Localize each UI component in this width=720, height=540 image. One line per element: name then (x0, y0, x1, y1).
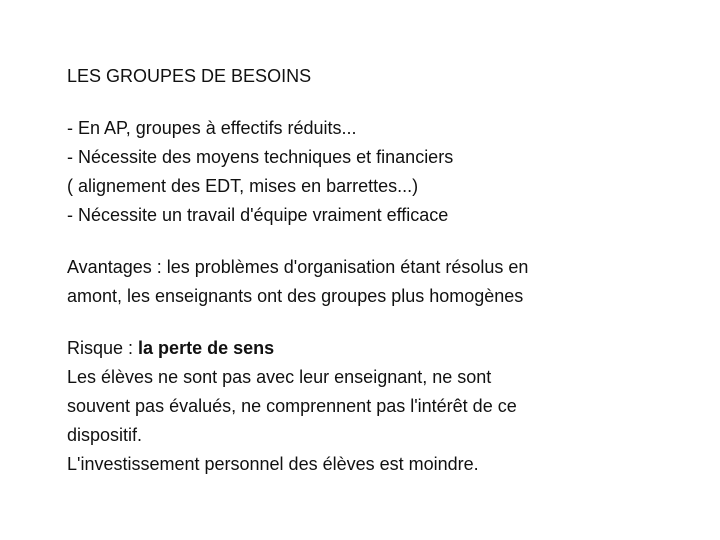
risque-heading (67, 334, 667, 363)
avantages-line: amont, les enseignants ont des groupes plus homogènes (67, 286, 524, 306)
slide-content (67, 62, 667, 479)
spacer (67, 230, 667, 253)
risque-line: dispositif. (67, 425, 143, 445)
slide-title: LES GROUPES DE BESOINS (67, 66, 312, 86)
risque-line: Les élèves ne sont pas avec leur enseignant, ne sont (67, 367, 492, 387)
bullet-item: - Nécessite des moyens techniques et financiers (67, 147, 454, 167)
spacer (67, 311, 667, 334)
risque-emphasis: la perte de sens (138, 338, 275, 358)
bullet-item: - En AP, groupes à effectifs réduits... (67, 118, 357, 138)
risque-line: souvent pas évalués, ne comprennent pas l'intérêt de ce (67, 396, 517, 416)
bullet-item: - Nécessite un travail d'équipe vraiment efficace (67, 205, 449, 225)
avantages-line: Avantages : les problèmes d'organisation étant résolus en (67, 257, 529, 277)
avantages-paragraph (67, 253, 667, 311)
risque-prefix: Risque : (67, 338, 139, 358)
bullet-list (67, 114, 667, 230)
bullet-item: ( alignement des EDT, mises en barrettes...) (67, 176, 419, 196)
spacer (67, 91, 667, 114)
risque-paragraph (67, 334, 667, 479)
risque-line: L'investissement personnel des élèves est moindre. (67, 454, 479, 474)
